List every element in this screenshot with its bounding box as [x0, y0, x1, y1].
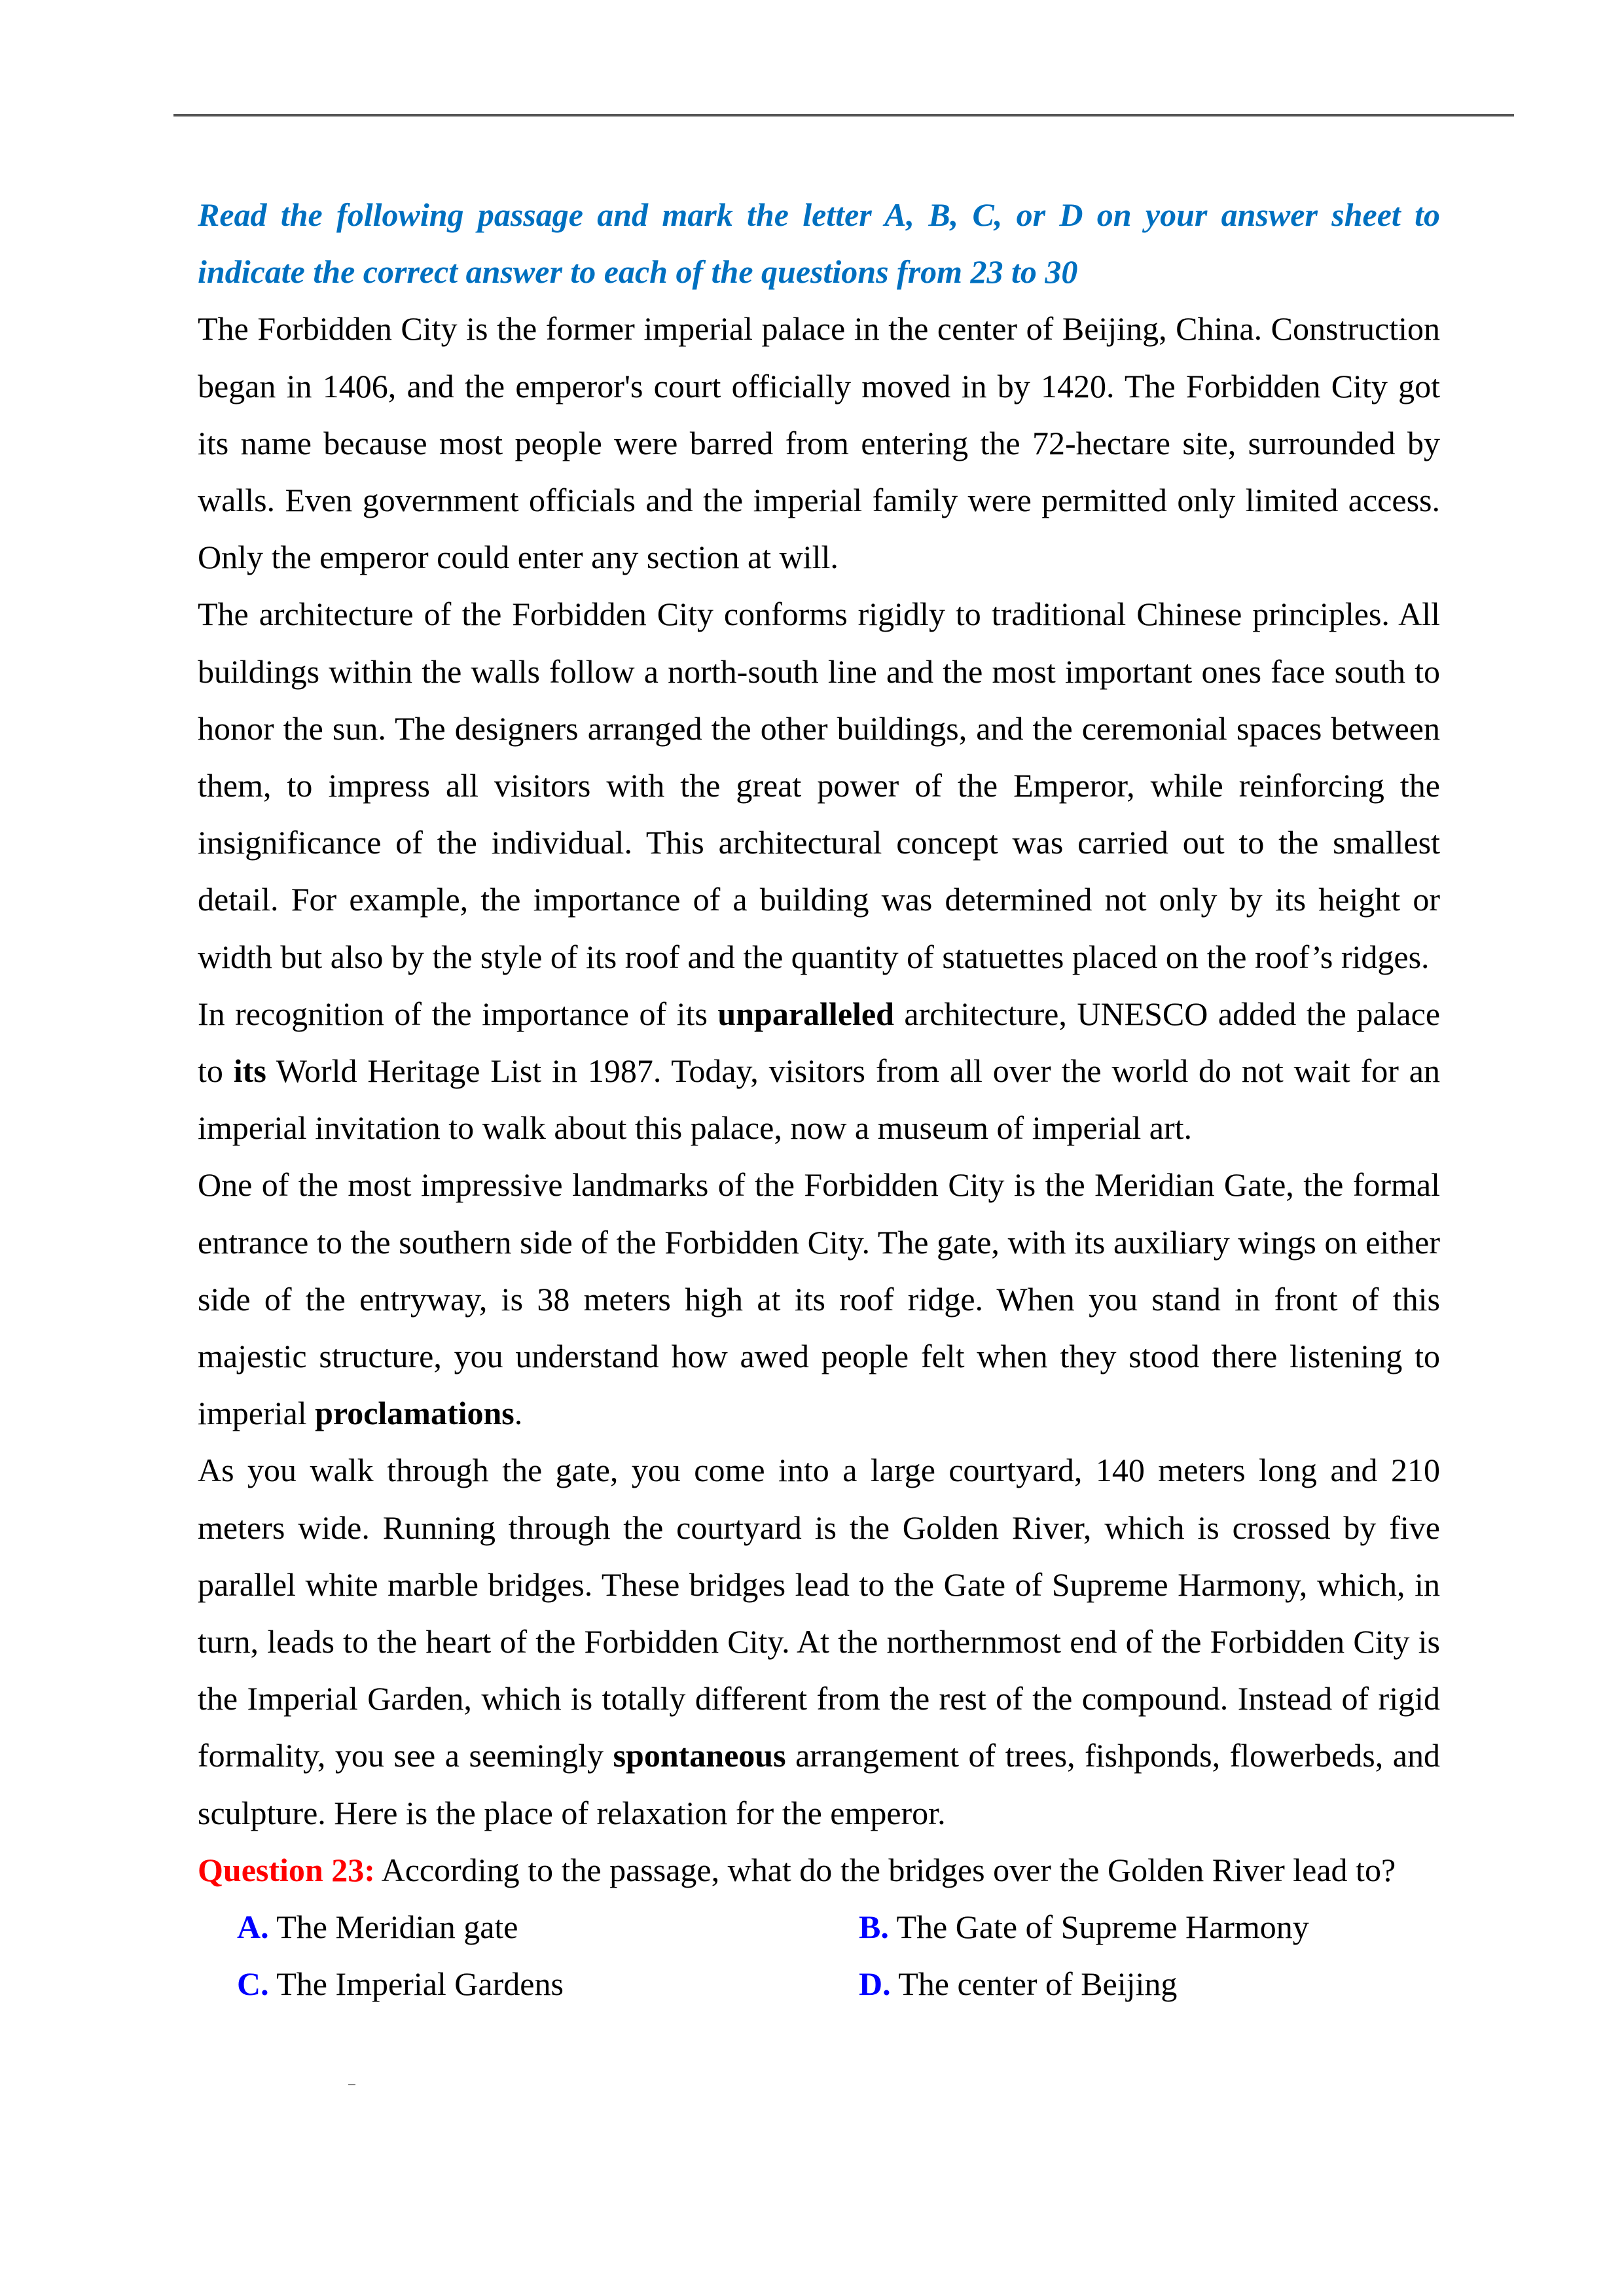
option-letter: A. — [237, 1909, 269, 1946]
text-span: As you walk through the gate, you come into a large courtyard, 140 meters long and 210 meters wide. Running through the courtyard is the Golden River, which is crossed by five parallel white marble bridges. These bridges lead to the Gate of Supreme Harmony, which, in turn, leads to the heart of the Forbidden City. At the northernmost end of the Forbidden City is the Imperial Garden, which is totally different from the rest of the compound. Instead of rigid formality, you see a seemingly — [198, 1452, 1440, 1774]
bold-word-spontaneous: spontaneous — [613, 1737, 786, 1774]
document-body — [198, 187, 1440, 2013]
text-span: . — [514, 1395, 523, 1432]
option-b[interactable] — [859, 1899, 1479, 1956]
bold-word-proclamations: proclamations — [315, 1395, 514, 1432]
text-span: arrangement of trees, fishponds, flowerbeds, and sculpture. Here is the place of relaxation for the emperor. — [198, 1737, 1440, 1831]
text-span: One of the most impressive landmarks of the Forbidden City is the Meridian Gate, the formal entrance to the southern side of the Forbidden City. The gate, with its auxiliary wings on either side of the entryway, is 38 meters high at its roof ridge. When you stand in front of this majestic structure, you understand how awed people felt when they stood there listening to imperial — [198, 1166, 1440, 1432]
stray-mark — [348, 2084, 355, 2085]
passage-paragraph-1: The Forbidden City is the former imperial palace in the center of Beijing, China. Construction began in 1406, and the emperor's court officially moved in by 1420. The Forbidden City got its name because most people were barred from entering the 72-hectare site, surrounded by walls. Even government officials and the imperial family were permitted only limited access. Only the emperor could enter any section at will. — [198, 310, 1440, 576]
question-label: Question 23: — [198, 1851, 375, 1888]
option-text: The Imperial Gardens — [268, 1965, 564, 2003]
option-text: The Gate of Supreme Harmony — [888, 1909, 1309, 1946]
option-a[interactable] — [237, 1899, 859, 1956]
header-rule — [173, 114, 1514, 117]
passage-paragraph-5 — [198, 1442, 1440, 1841]
passage-paragraph-4 — [198, 1157, 1440, 1442]
option-letter: D. — [859, 1965, 891, 2003]
passage-paragraph-3 — [198, 986, 1440, 1157]
answer-options — [198, 1899, 1440, 2013]
option-text: The Meridian gate — [268, 1909, 518, 1946]
option-letter: B. — [859, 1909, 889, 1946]
option-d[interactable] — [859, 1956, 1479, 2013]
question-text: According to the passage, what do the bridges over the Golden River lead to? — [374, 1851, 1396, 1888]
text-span: In recognition of the importance of its — [198, 995, 718, 1032]
text-span: architecture, UNESCO added the palace to — [198, 995, 1441, 1090]
instruction-heading: Read the following passage and mark the letter A, B, C, or D on your answer sheet to indicate the correct answer to each of the questions from 23 to 30 — [198, 196, 1440, 291]
option-text: The center of Beijing — [890, 1965, 1178, 2003]
bold-word-its: its — [233, 1052, 266, 1090]
option-letter: C. — [237, 1965, 269, 2003]
bold-word-unparalleled: unparalleled — [717, 995, 894, 1032]
option-c[interactable] — [237, 1956, 859, 2013]
text-span: World Heritage List in 1987. Today, visitors from all over the world do not wait for an imperial invitation to walk about this palace, now a museum of imperial art. — [198, 1052, 1440, 1147]
question-23 — [198, 1842, 1440, 1899]
passage-paragraph-2: The architecture of the Forbidden City conforms rigidly to traditional Chinese principles. All buildings within the walls follow a north-south line and the most important ones face south to honor the sun. The designers arranged the other buildings, and the ceremonial spaces between them, to impress all visitors with the great power of the Emperor, while reinforcing the insignificance of the individual. This architectural concept was carried out to the smallest detail. For example, the importance of a building was determined not only by its height or width but also by the style of its roof and the quantity of statuettes placed on the roof’s ridges. — [198, 596, 1440, 975]
